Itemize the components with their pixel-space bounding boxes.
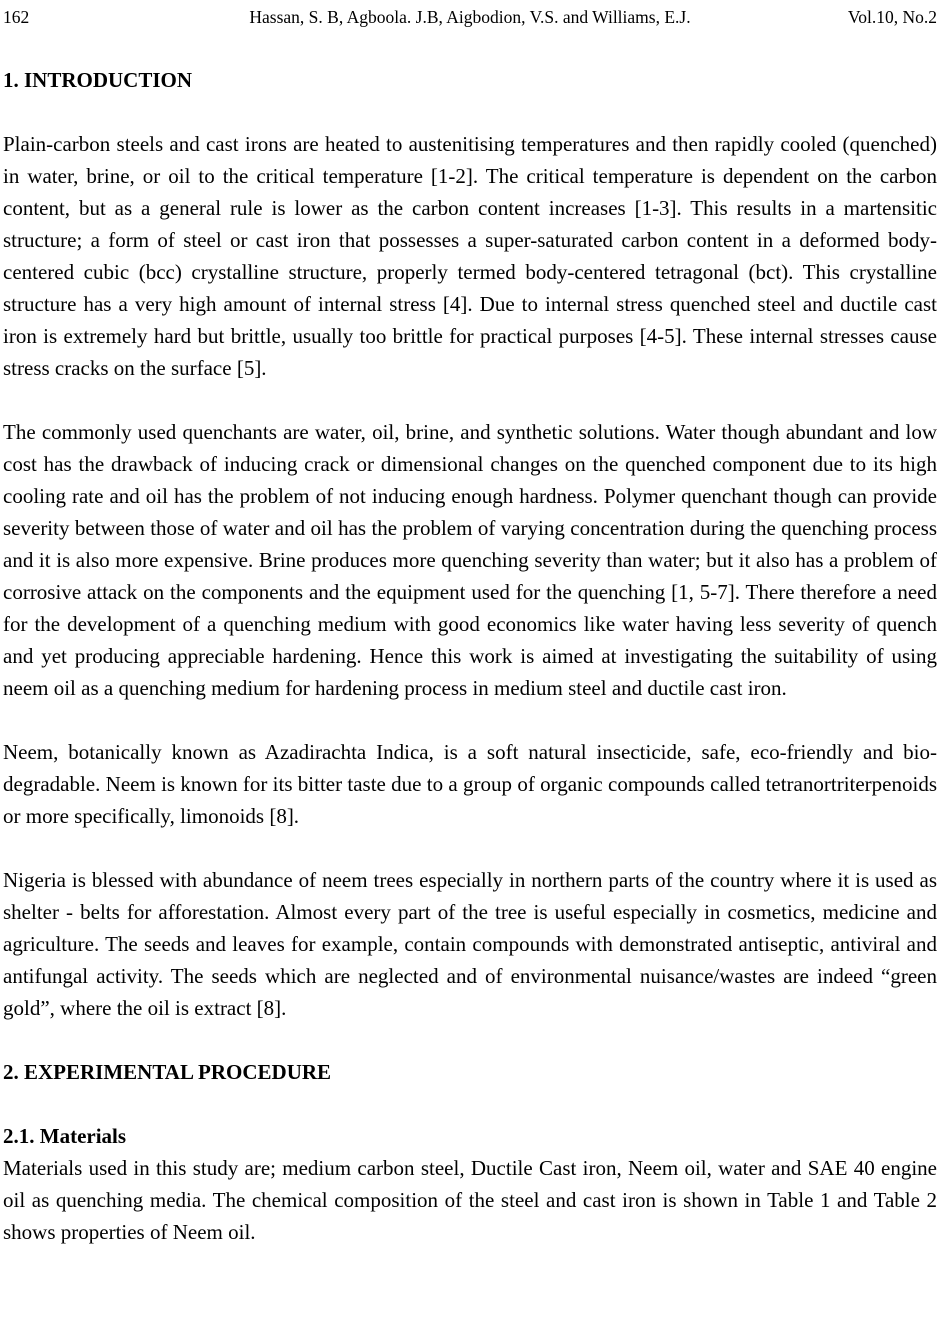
- experimental-procedure-heading: 2. EXPERIMENTAL PROCEDURE: [3, 1060, 332, 1084]
- header-volume: Vol.10, No.2: [847, 7, 937, 27]
- header-authors: Hassan, S. B, Agboola. J.B, Aigbodion, V.S. and Williams, E.J.: [249, 7, 691, 27]
- materials-paragraph: Materials used in this study are; medium carbon steel, Ductile Cast iron, Neem oil, water and SAE 40 engine oil as quenching media. The chemical composition of the steel and cast iron is shown in Table 1 and Table 2 shows properties of Neem oil.: [3, 1156, 937, 1244]
- intro-paragraph-1: Plain-carbon steels and cast irons are heated to austenitising temperatures and then rapidly cooled (quenched) in water, brine, or oil to the critical temperature [1-2]. The critical temperature is dependent on the carbon content, but as a general rule is lower as the carbon content increases [1-3]. This results in a martensitic structure; a form of steel or cast iron that possesses a super-saturated carbon content in a deformed body-centered cubic (bcc) crystalline structure, properly termed body-centered tetragonal (bct). This crystalline structure has a very high amount of internal stress [4]. Due to internal stress quenched steel and ductile cast iron is extremely hard but brittle, usually too brittle for practical purposes [4-5]. These internal stresses cause stress cracks on the surface [5].: [3, 132, 937, 380]
- intro-paragraph-2: The commonly used quenchants are water, oil, brine, and synthetic solutions. Water though abundant and low cost has the drawback of inducing crack or dimensional changes on the quenched component due to its high cooling rate and oil has the problem of not inducing enough hardness. Polymer quenchant though can provide severity between those of water and oil has the problem of varying concentration during the quenching process and it is also more expensive. Brine produces more quenching severity than water; but it also has a problem of corrosive attack on the components and the equipment used for the quenching [1, 5-7]. There therefore a need for the development of a quenching medium with good economics like water having less severity of quench and yet producing appreciable hardening. Hence this work is aimed at investigating the suitability of using neem oil as a quenching medium for hardening process in medium steel and ductile cast iron.: [3, 420, 937, 700]
- materials-subheading: 2.1. Materials: [3, 1124, 127, 1148]
- introduction-heading: 1. INTRODUCTION: [3, 68, 193, 92]
- running-header: [3, 4, 937, 30]
- page-body: [3, 64, 937, 1248]
- intro-paragraph-4: Nigeria is blessed with abundance of neem trees especially in northern parts of the country where it is used as shelter - belts for afforestation. Almost every part of the tree is useful especially in cosmetics, medicine and agriculture. The seeds and leaves for example, contain compounds with demonstrated antiseptic, antiviral and antifungal activity. The seeds which are neglected and of environmental nuisance/wastes are indeed “green gold”, where the oil is extract [8].: [3, 868, 937, 1020]
- page-number: 162: [3, 7, 30, 27]
- intro-paragraph-3: Neem, botanically known as Azadirachta Indica, is a soft natural insecticide, safe, eco-friendly and bio-degradable. Neem is known for its bitter taste due to a group of organic compounds called tetranortriterpenoids or more specifically, limonoids [8].: [3, 740, 937, 828]
